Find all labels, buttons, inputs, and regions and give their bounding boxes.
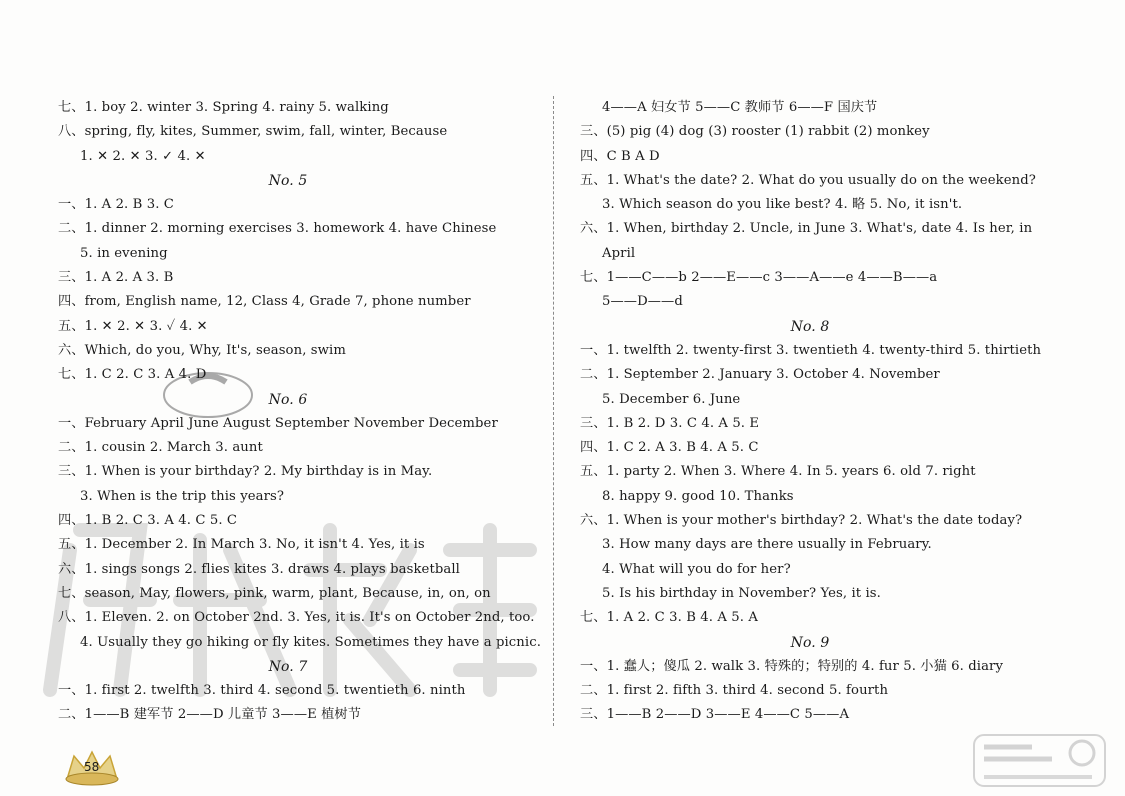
page-number: 58	[84, 760, 100, 774]
answer-line: 二、1. dinner 2. morning exercises 3. homework 4. have Chinese	[58, 221, 497, 237]
section-heading: No. 6	[268, 391, 308, 408]
answer-line: 五、1. party 2. When 3. Where 4. In 5. years 6. old 7. right	[580, 464, 976, 480]
answer-line: 六、1. sings songs 2. flies kites 3. draws 4. plays basketball	[58, 561, 460, 577]
answer-line: 四、from, English name, 12, Class 4, Grade 7, phone number	[58, 294, 471, 310]
left-answer-column	[58, 96, 558, 728]
answer-line: April	[602, 245, 636, 261]
answer-line: 二、1. September 2. January 3. October 4. November	[580, 367, 940, 383]
right-answer-column	[580, 96, 1080, 728]
answer-line: 3. Which season do you like best? 4. 略 5. No, it isn't.	[602, 197, 963, 213]
answer-line: 5. in evening	[80, 245, 168, 261]
answer-line: 六、1. When, birthday 2. Uncle, in June 3. What's, date 4. Is her, in	[580, 221, 1033, 237]
answer-line: 四、1. B 2. C 3. A 4. C 5. C	[58, 513, 238, 529]
answer-line: 三、(5) pig (4) dog (3) rooster (1) rabbit (2) monkey	[580, 124, 930, 140]
answer-line: 四、1. C 2. A 3. B 4. A 5. C	[580, 440, 759, 456]
answer-line: 二、1. first 2. fifth 3. third 4. second 5. fourth	[580, 683, 889, 699]
section-heading: No. 8	[790, 318, 830, 335]
answer-line: 八、1. Eleven. 2. on October 2nd. 3. Yes, it is. It's on October 2nd, too.	[58, 610, 535, 626]
section-heading: No. 5	[268, 172, 308, 189]
answer-line: 一、1. A 2. B 3. C	[58, 197, 174, 213]
section-heading: No. 9	[790, 634, 830, 651]
answer-line: 六、1. When is your mother's birthday? 2. What's the date today?	[580, 513, 1023, 529]
answer-line: 一、1. 蠢人；傻瓜 2. walk 3. 特殊的；特别的 4. fur 5. 小猫 6. diary	[580, 658, 1004, 674]
answer-line: 七、1. A 2. C 3. B 4. A 5. A	[580, 610, 758, 626]
answer-line: 1. ✕ 2. ✕ 3. ✓ 4. ✕	[80, 148, 206, 164]
answer-line: 七、1——C——b 2——E——c 3——A——e 4——B——a	[580, 270, 938, 286]
section-heading: No. 7	[268, 658, 308, 675]
answer-line: 4——A 妇女节 5——C 教师节 6——F 国庆节	[602, 100, 878, 115]
answer-line: 5——D——d	[602, 294, 683, 310]
answer-line: 七、1. boy 2. winter 3. Spring 4. rainy 5. walking	[58, 100, 389, 115]
answer-line: 一、1. first 2. twelfth 3. third 4. second 5. twentieth 6. ninth	[58, 683, 466, 699]
answer-line: 五、1. What's the date? 2. What do you usually do on the weekend?	[580, 172, 1036, 188]
answer-line: 三、1. B 2. D 3. C 4. A 5. E	[580, 415, 760, 431]
answer-line: 三、1. When is your birthday? 2. My birthday is in May.	[58, 464, 433, 480]
answer-line: 三、1——B 2——D 3——E 4——C 5——A	[580, 707, 850, 723]
answer-line: 七、season, May, flowers, pink, warm, plant, Because, in, on, on	[58, 585, 491, 601]
answer-line: 8. happy 9. good 10. Thanks	[602, 488, 794, 504]
answer-line: 二、1——B 建军节 2——D 儿童节 3——E 植树节	[58, 707, 362, 723]
answer-line: 5. December 6. June	[602, 391, 741, 407]
answer-line: 5. Is his birthday in November? Yes, it is.	[602, 585, 881, 601]
answer-line: 七、1. C 2. C 3. A 4. D	[58, 367, 207, 383]
answer-line: 六、Which, do you, Why, It's, season, swim	[58, 342, 346, 358]
answer-line: 3. When is the trip this years?	[80, 488, 285, 504]
site-watermark-logo	[972, 733, 1107, 788]
answer-line: 五、1. ✕ 2. ✕ 3. ✓ 4. ✕	[58, 318, 208, 334]
answer-line: 八、spring, fly, kites, Summer, swim, fall, winter, Because	[58, 124, 448, 140]
answer-line: 五、1. December 2. In March 3. No, it isn't 4. Yes, it is	[58, 537, 425, 553]
answer-line: 二、1. cousin 2. March 3. aunt	[58, 440, 263, 456]
answer-line: 3. How many days are there usually in February.	[602, 537, 932, 553]
answer-line: 4. What will you do for her?	[602, 561, 791, 577]
column-divider	[553, 96, 554, 726]
answer-line: 三、1. A 2. A 3. B	[58, 270, 174, 286]
answer-line: 4. Usually they go hiking or fly kites. Sometimes they have a picnic.	[80, 634, 541, 650]
answer-line: 一、1. twelfth 2. twenty-first 3. twentieth 4. twenty-third 5. thirtieth	[580, 342, 1042, 358]
answer-line: 一、February April June August September November December	[58, 415, 498, 431]
answer-line: 四、C B A D	[580, 148, 660, 164]
